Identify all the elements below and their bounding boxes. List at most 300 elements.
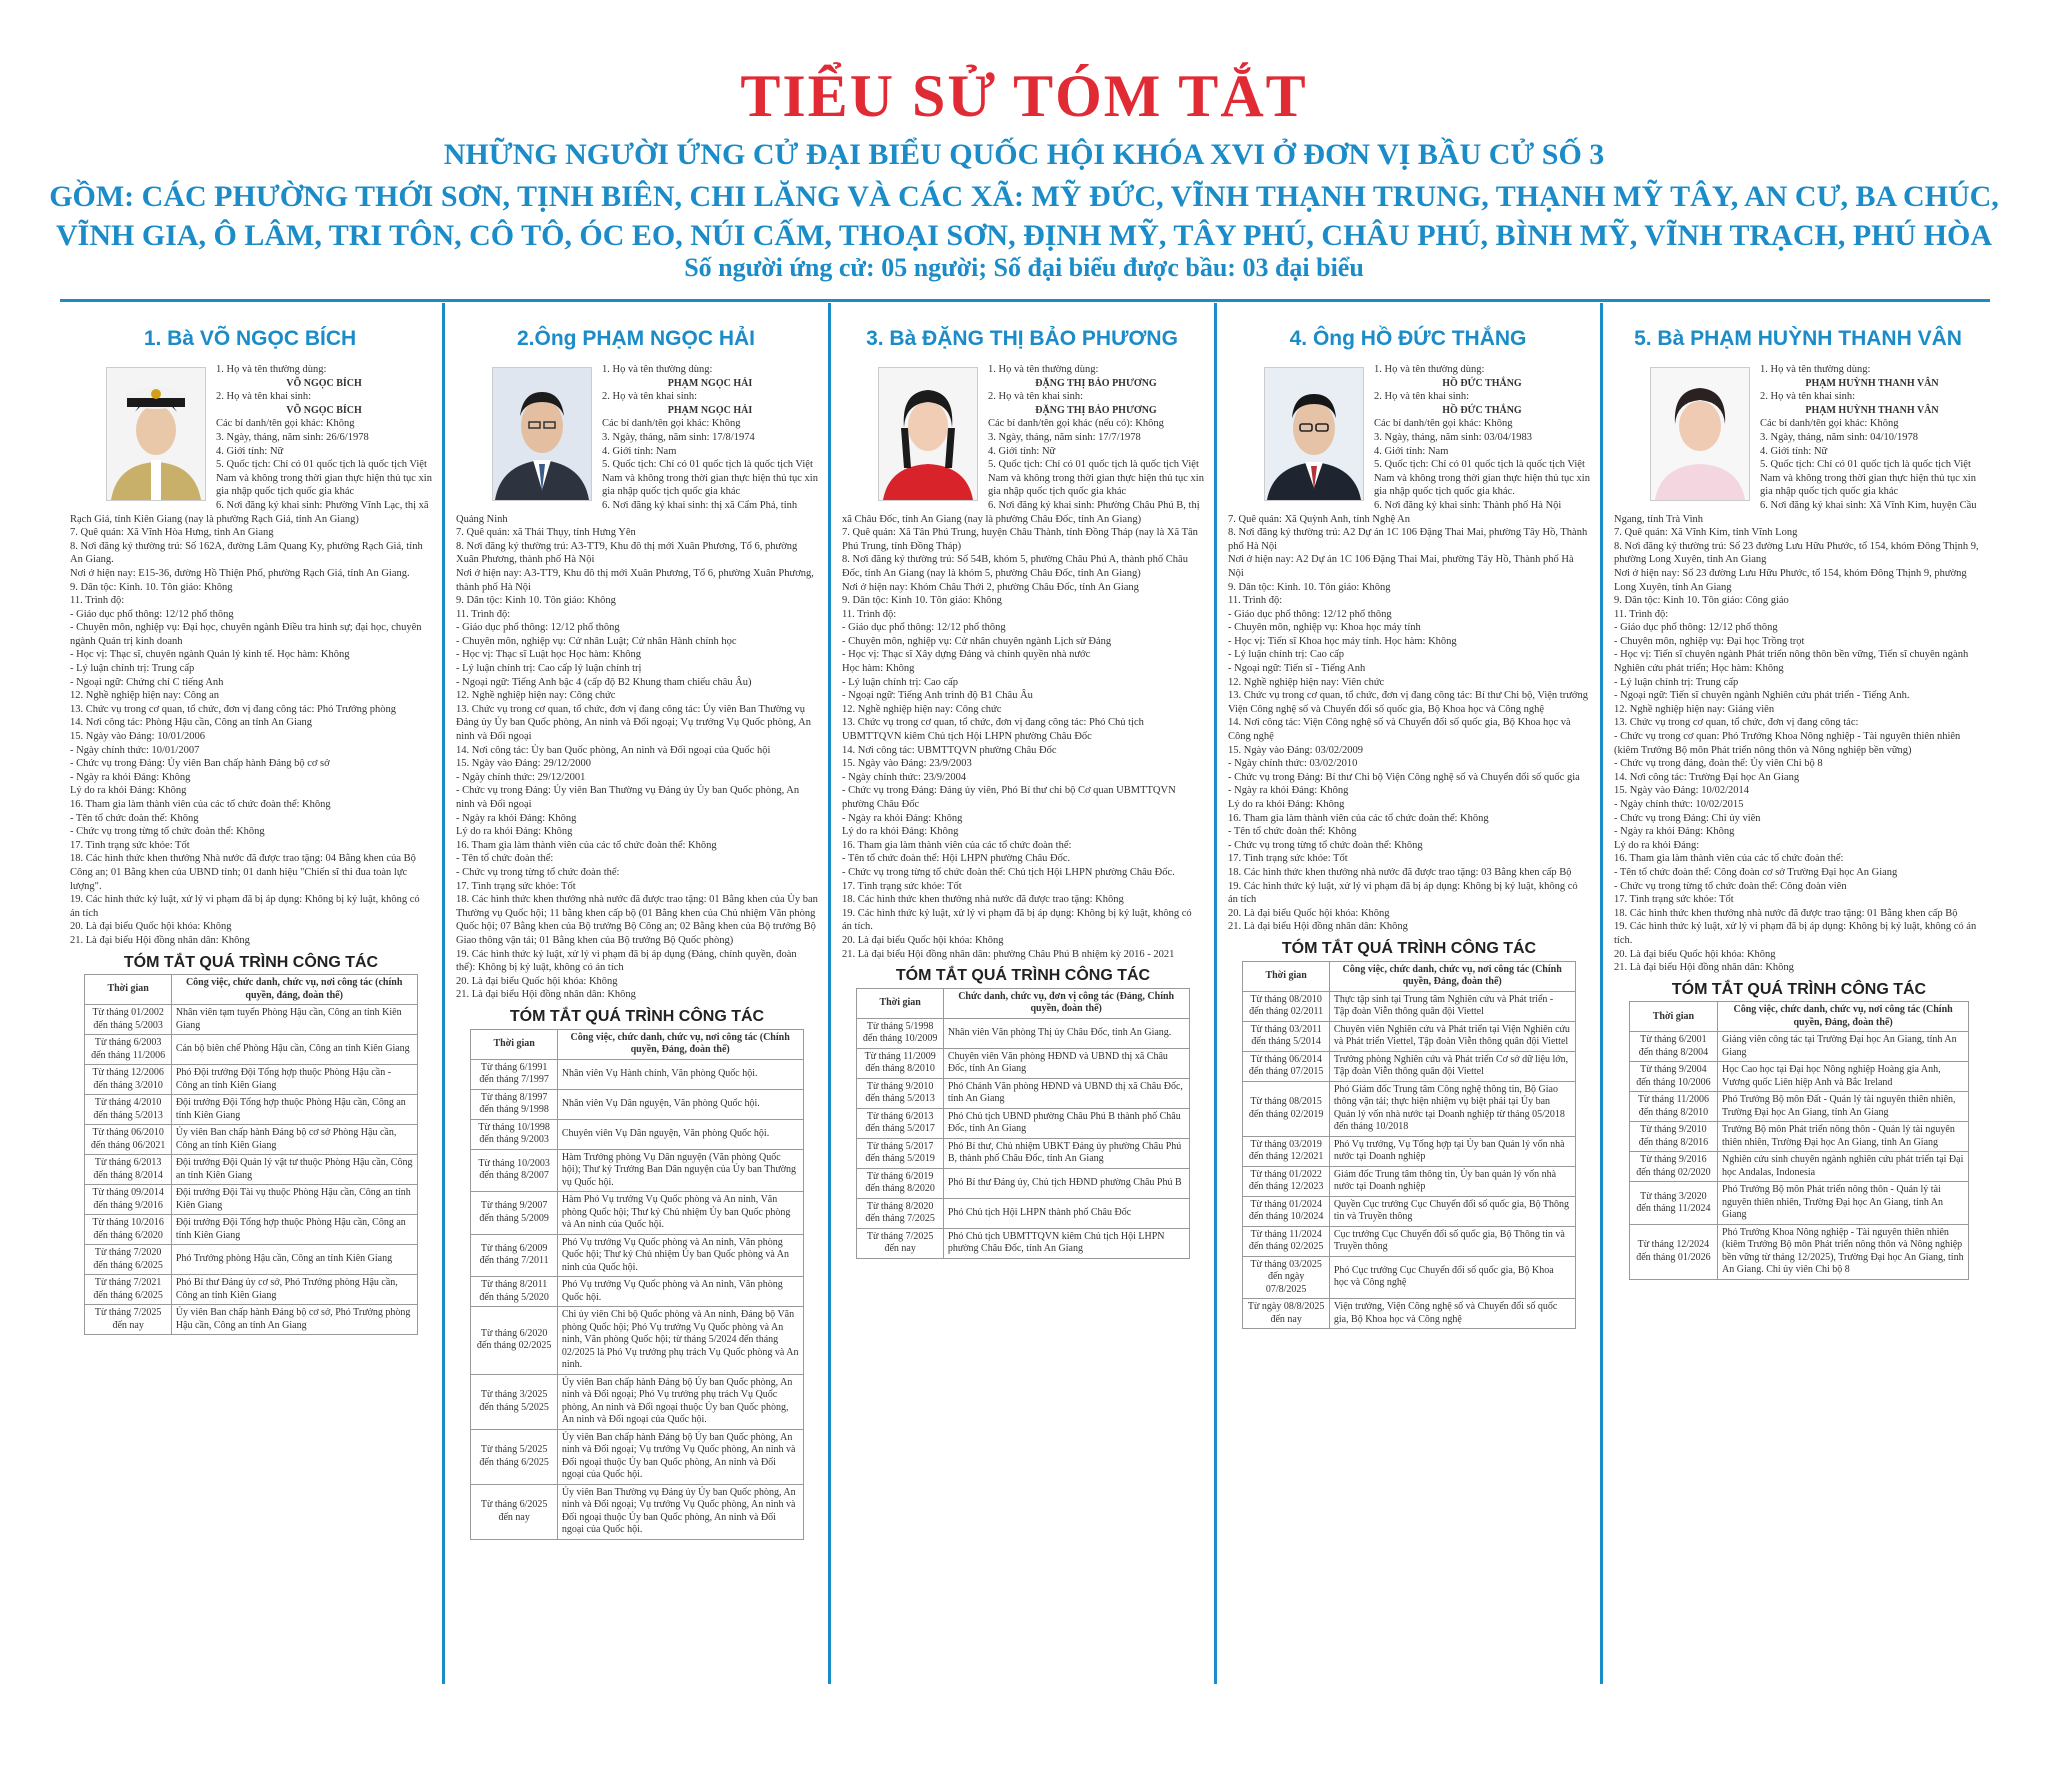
work-period: Từ tháng 08/2010 đến tháng 02/2011 bbox=[1243, 991, 1329, 1021]
bio-line: 14. Nơi công tác: Ủy ban Quốc phòng, An ninh và Đối ngoại của Quốc hội bbox=[456, 744, 771, 756]
table-row bbox=[1243, 1256, 1575, 1299]
candidate-full-name: ĐẶNG THỊ BẢO PHƯƠNG bbox=[1035, 377, 1157, 389]
candidate-photo bbox=[1650, 367, 1750, 501]
bio-line: 13. Chức vụ trong cơ quan, tổ chức, đơn vị đang công tác: Ủy viên Ban Thường vụ Đảng ủy Ủy ban Quốc phòng, An ninh và Đối ngoại; Vụ trưởng Vụ Quốc phòng, An ninh và Đối ngoại bbox=[456, 703, 811, 743]
bio-line: 13. Chức vụ trong cơ quan, tổ chức, đơn vị đang công tác: Phó Chủ tịch UBMTTQVN kiêm Chủ tịch Hội LHPN phường Châu Đốc bbox=[842, 717, 1144, 743]
bio-line: - Chuyên môn, nghiệp vụ: Đại học Trồng trọt bbox=[1614, 635, 1805, 647]
bio-line: 1. Họ và tên thường dùng: bbox=[216, 364, 327, 375]
work-period: Từ tháng 6/2019 đến tháng 8/2020 bbox=[857, 1168, 943, 1198]
work-period: Từ tháng 9/2004 đến tháng 10/2006 bbox=[1629, 1062, 1717, 1092]
bio-line: - Chức vụ trong từng tổ chức đoàn thể: Không bbox=[70, 826, 265, 838]
bio-line: 16. Tham gia làm thành viên của các tổ chức đoàn thể: Không bbox=[456, 839, 717, 851]
bio-line: 8. Nơi đăng ký thường trú: A3-TT9, Khu đô thị mới Xuân Phương, Tổ 6, phường Xuân Phương, thành phố Hà Nội bbox=[456, 540, 798, 566]
bio-line: 14. Nơi công tác: Viện Công nghệ số và Chuyển đổi số quốc gia, Bộ Khoa học và Công nghệ bbox=[1228, 717, 1571, 743]
bio-line: 16. Tham gia làm thành viên của các tổ chức đoàn thể: bbox=[1614, 853, 1844, 865]
bio-line: 18. Các hình thức khen thưởng nhà nước đã được trao tặng: 01 Bằng khen của Ủy ban Thường vụ Quốc hội; 11 bằng khen cấp bộ (01 Bằng khen của Chủ nhiệm Văn phòng Quốc hội; 07 Bằng khen của Bộ trưởng Bộ Công an; 02 Bằng khen của Bộ trưởng Bộ Giao thông vận tải; 01 Bằng khen của Bộ trưởng Bộ Quốc phòng) bbox=[456, 894, 818, 946]
bio-line: 12. Nghề nghiệp hiện nay: Công an bbox=[70, 690, 220, 702]
bio-line: - Ngoại ngữ: Tiếng Anh trình độ B1 Châu Âu bbox=[842, 690, 1033, 702]
candidate-name: 1. Bà VÕ NGỌC BÍCH bbox=[143, 327, 357, 350]
work-period: Từ tháng 10/2016 đến tháng 6/2020 bbox=[85, 1215, 171, 1245]
bio-line: Nơi ở hiện nay: A2 Dự án 1C 106 Đặng Thai Mai, phường Tây Hồ, Thành phố Hà Nội bbox=[1228, 554, 1574, 579]
bio-line: - Lý luận chính trị: Trung cấp bbox=[1614, 676, 1739, 688]
bio-line: 7. Quê quán: Xã Tân Phú Trung, huyện Châu Thành, tỉnh Đồng Tháp (nay là Xã Tân Phú Trung, tỉnh Đồng Tháp) bbox=[842, 527, 1198, 552]
column-header-time: Thời gian bbox=[471, 1029, 557, 1059]
bio-line: Lý do ra khỏi Đảng: Không bbox=[842, 826, 959, 838]
bio-line: Các bí danh/tên gọi khác: Không bbox=[1760, 418, 1899, 430]
work-period: Từ tháng 06/2014 đến tháng 07/2015 bbox=[1243, 1051, 1329, 1081]
work-period: Từ tháng 03/2025 đến ngày 07/8/2025 bbox=[1243, 1256, 1329, 1299]
bio-line: - Tên tổ chức đoàn thể: bbox=[456, 853, 554, 865]
bio-line: - Giáo dục phổ thông: 12/12 phổ thông bbox=[1614, 622, 1778, 634]
column-divider bbox=[1600, 303, 1603, 1684]
bio-line: - Ngày chính thức: 03/02/2010 bbox=[1228, 758, 1358, 770]
bio-line: - Học vị: Tiến sĩ Khoa học máy tính. Học hàm: Không bbox=[1228, 635, 1457, 647]
candidate-name: 2.Ông PHẠM NGỌC HẢI bbox=[516, 327, 755, 350]
bio-line: 7. Quê quán: xã Thái Thụy, tỉnh Hưng Yên bbox=[456, 527, 636, 539]
bio-line: 5. Quốc tịch: Chỉ có 01 quốc tịch là quốc tịch Việt Nam và không trong thời gian thực hiện thủ tục xin gia nhập quốc tịch quốc gia khác bbox=[988, 459, 1204, 498]
work-period: Từ tháng 8/2011 đến tháng 5/2020 bbox=[471, 1277, 557, 1307]
table-row bbox=[85, 1125, 417, 1155]
bio-line: 6. Nơi đăng ký khai sinh: Phường Vĩnh Lạc, thị xã Rạch Giá, tỉnh Kiên Giang (nay là phường Rạch Giá, tỉnh An Giang) bbox=[70, 499, 429, 525]
table-row bbox=[471, 1119, 803, 1149]
work-position: Phó Chủ tịch UBMTTQVN kiêm Chủ tịch Hội LHPN phường Châu Đốc, tỉnh An Giang bbox=[943, 1228, 1189, 1258]
candidate-column-4 bbox=[1218, 303, 1598, 1684]
bio-line: 19. Các hình thức kỷ luật, xử lý vi phạm đã bị áp dụng: Không bị kỷ luật, không có án tích. bbox=[1614, 921, 1977, 946]
work-position: Phó Vụ trưởng Vụ Quốc phòng và An ninh, Văn phòng Quốc hội; Thư ký Chủ nhiệm Ủy ban Quốc phòng và An ninh của Quốc hội. bbox=[557, 1234, 803, 1277]
bio-line: Lý do ra khỏi Đảng: Không bbox=[70, 785, 187, 797]
column-header-job: Công việc, chức danh, chức vụ, nơi công tác (chính quyền, đảng, đoàn thể) bbox=[171, 975, 417, 1005]
column-header-job: Chức danh, chức vụ, đơn vị công tác (Đảng, Chính quyền, đoàn thể) bbox=[943, 988, 1189, 1018]
work-position: Nghiên cứu sinh chuyên ngành nghiên cứu phát triển tại Đại học Andalas, Indonesia bbox=[1718, 1152, 1969, 1182]
work-position: Nhân viên Vụ Hành chính, Văn phòng Quốc hội. bbox=[557, 1059, 803, 1089]
table-row bbox=[857, 1138, 1189, 1168]
column-header-time: Thời gian bbox=[1629, 1002, 1717, 1032]
candidate-full-name: ĐẶNG THỊ BẢO PHƯƠNG bbox=[1035, 404, 1157, 416]
work-period: Từ tháng 6/2009 đến tháng 7/2011 bbox=[471, 1234, 557, 1277]
table-header-row bbox=[471, 1029, 803, 1059]
work-position: Phó Trưởng phòng Hậu cần, Công an tỉnh Kiên Giang bbox=[171, 1245, 417, 1275]
candidate-full-name: PHẠM NGỌC HẢI bbox=[667, 404, 753, 416]
bio-line: - Ngày ra khỏi Đảng: Không bbox=[1614, 826, 1735, 838]
work-period: Từ tháng 9/2016 đến tháng 02/2020 bbox=[1629, 1152, 1717, 1182]
work-history-title: TÓM TẮT QUÁ TRÌNH CÔNG TÁC bbox=[1671, 980, 1927, 998]
work-period: Từ tháng 12/2006 đến tháng 3/2010 bbox=[85, 1065, 171, 1095]
area-line-2: VĨNH GIA, Ô LÂM, TRI TÔN, CÔ TÔ, ÓC EO, NÚI CẤM, THOẠI SƠN, ĐỊNH MỸ, TÂY PHÚ, CHÂU PHÚ, BÌNH MỸ, VĨNH TRẠCH, PHÚ HÒA bbox=[56, 219, 1992, 252]
candidate-full-name: PHẠM HUỲNH THANH VÂN bbox=[1805, 404, 1939, 416]
bio-line: 17. Tình trạng sức khỏe: Tốt bbox=[70, 839, 190, 851]
bio-line: - Chức vụ trong từng tổ chức đoàn thể: bbox=[456, 866, 620, 878]
bio-line: 7. Quê quán: Xã Vĩnh Hòa Hưng, tỉnh An Giang bbox=[70, 527, 274, 539]
column-divider bbox=[1214, 303, 1217, 1684]
bio-line: - Chức vụ trong Đảng: Chi ủy viên bbox=[1614, 812, 1761, 824]
bio-line: Nơi ở hiện nay: A3-TT9, Khu đô thị mới Xuân Phương, Tổ 6, phường Xuân Phương, thành phố Hà Nội bbox=[456, 567, 814, 593]
work-period: Từ tháng 10/1998 đến tháng 9/2003 bbox=[471, 1119, 557, 1149]
bio-line: 13. Chức vụ trong cơ quan, tổ chức, đơn vị đang công tác: Phó Trưởng phòng bbox=[70, 703, 396, 715]
work-period: Từ tháng 11/2024 đến tháng 02/2025 bbox=[1243, 1226, 1329, 1256]
bio-line: 19. Các hình thức kỷ luật, xử lý vi phạm đã bị áp dụng: Không bị kỷ luật, không có án tích bbox=[1228, 880, 1578, 906]
bio-line: 14. Nơi công tác: Trường Đại học An Giang bbox=[1614, 771, 1800, 783]
bio-line: - Tên tổ chức đoàn thể: Công đoàn cơ sở Trường Đại học An Giang bbox=[1614, 866, 1898, 878]
work-history-table bbox=[1242, 961, 1575, 1330]
candidate-photo bbox=[878, 367, 978, 501]
bio-line: 5. Quốc tịch: Chỉ có 01 quốc tịch là quốc tịch Việt Nam và không trong thời gian thực hiện thủ tục xin gia nhập quốc tịch quốc gia khác. bbox=[1374, 459, 1590, 498]
work-position: Chi ủy viên Chi bộ Quốc phòng và An ninh, Đảng bộ Văn phòng Quốc hội; Phó Vụ trưởng Vụ Quốc phòng và An ninh, Văn phòng Quốc hội; từ tháng 5/2024 đến tháng 02/2025 là Phó Vụ trưởng phụ trách Vụ Quốc phòng và An ninh. bbox=[557, 1307, 803, 1375]
work-position: Phó Giám đốc Trung tâm Công nghệ thông tin, Bộ Giao thông vận tải; thực hiện nhiệm vụ biệt phái tại Ủy ban Quản lý vốn nhà nước tại Doanh nghiệp từ tháng 05/2018 đến tháng 10/2018 bbox=[1329, 1081, 1575, 1136]
bio-line: - Chức vụ trong cơ quan: Phó Trưởng Khoa Nông nghiệp - Tài nguyên thiên nhiên (kiêm Trưởng Bộ môn Phát triển nông thôn và Nông nghiệp bền vững) bbox=[1614, 731, 1961, 756]
table-row bbox=[471, 1234, 803, 1277]
work-position: Học Cao học tại Đại học Nông nghiệp Hoàng gia Anh, Vương quốc Liên hiệp Anh và Bắc Ireland bbox=[1718, 1062, 1969, 1092]
work-period: Từ ngày 08/8/2025 đến nay bbox=[1243, 1299, 1329, 1329]
work-period: Từ tháng 08/2015 đến tháng 02/2019 bbox=[1243, 1081, 1329, 1136]
bio-line: 2. Họ và tên khai sinh: bbox=[1374, 391, 1470, 403]
table-row bbox=[471, 1429, 803, 1484]
candidate-bio bbox=[1604, 359, 1992, 1280]
bio-line: 11. Trình độ: bbox=[1228, 595, 1283, 607]
work-position: Phó Chủ tịch UBND phường Châu Phú B thành phố Châu Đốc, tỉnh An Giang bbox=[943, 1108, 1189, 1138]
work-period: Từ tháng 5/2017 đến tháng 5/2019 bbox=[857, 1138, 943, 1168]
bio-line: 21. Là đại biểu Hội đồng nhân dân: Không bbox=[1228, 921, 1408, 933]
work-period: Từ tháng 01/2022 đến tháng 12/2023 bbox=[1243, 1166, 1329, 1196]
bio-line: - Lý luận chính trị: Cao cấp bbox=[1228, 649, 1345, 661]
bio-line: 8. Nơi đăng ký thường trú: Số 54B, khóm 5, phường Châu Phú A, thành phố Châu Đốc, tỉnh An Giang (nay là khóm 5, phường Châu Đốc, tỉnh An Giang) bbox=[842, 554, 1188, 579]
bio-line: - Chuyên môn, nghiệp vụ: Cử nhân chuyên ngành Lịch sử Đảng bbox=[842, 635, 1112, 647]
bio-line: 4. Giới tính: Nam bbox=[1374, 445, 1449, 457]
bio-line: 17. Tình trạng sức khỏe: Tốt bbox=[1228, 853, 1348, 865]
table-row bbox=[857, 1228, 1189, 1258]
candidate-name: 5. Bà PHẠM HUỲNH THANH VÂN bbox=[1634, 327, 1962, 350]
bio-line: - Giáo dục phổ thông: 12/12 phổ thông bbox=[70, 608, 234, 620]
table-row bbox=[1629, 1032, 1968, 1062]
work-period: Từ tháng 03/2019 đến tháng 12/2021 bbox=[1243, 1136, 1329, 1166]
bio-line: 8. Nơi đăng ký thường trú: Số 162A, đường Lâm Quang Ky, phường Rạch Giá, tỉnh An Giang. bbox=[70, 540, 423, 566]
table-row bbox=[85, 1215, 417, 1245]
bio-line: Các bí danh/tên gọi khác (nếu có): Không bbox=[988, 418, 1164, 430]
bio-line: 9. Dân tộc: Kinh 10. Tôn giáo: Công giáo bbox=[1614, 595, 1789, 607]
bio-line: Nơi ở hiện nay: Khóm Châu Thới 2, phường Châu Đốc, tỉnh An Giang bbox=[842, 581, 1139, 593]
work-period: Từ tháng 4/2010 đến tháng 5/2013 bbox=[85, 1095, 171, 1125]
candidate-column-2 bbox=[446, 303, 826, 1684]
table-row bbox=[85, 1305, 417, 1335]
work-period: Từ tháng 6/2020 đến tháng 02/2025 bbox=[471, 1307, 557, 1375]
table-row bbox=[471, 1277, 803, 1307]
bio-line: 4. Giới tính: Nữ bbox=[216, 445, 284, 457]
work-period: Từ tháng 6/2013 đến tháng 8/2014 bbox=[85, 1155, 171, 1185]
bio-line: - Ngày ra khỏi Đảng: Không bbox=[1228, 785, 1349, 797]
bio-line: - Giáo dục phổ thông: 12/12 phổ thông bbox=[1228, 608, 1392, 620]
work-period: Từ tháng 03/2011 đến tháng 5/2014 bbox=[1243, 1021, 1329, 1051]
bio-line: 2. Họ và tên khai sinh: bbox=[216, 391, 312, 403]
bio-line: 6. Nơi đăng ký khai sinh: thị xã Cẩm Phả, tỉnh Quảng Ninh bbox=[456, 499, 798, 525]
candidate-name: 3. Bà ĐẶNG THỊ BẢO PHƯƠNG bbox=[866, 327, 1178, 350]
bio-line: 11. Trình độ: bbox=[842, 608, 897, 620]
bio-line: 21. Là đại biểu Hội đồng nhân dân: phường Châu Phú B nhiệm kỳ 2016 - 2021 bbox=[842, 948, 1175, 960]
bio-line: 20. Là đại biểu Quốc hội khóa: Không bbox=[842, 934, 1004, 946]
work-position: Ủy viên Ban chấp hành Đảng bộ cơ sở, Phó Trưởng phòng Hậu cần, Công an tỉnh An Giang bbox=[171, 1305, 417, 1335]
bio-line: 3. Ngày, tháng, năm sinh: 17/7/1978 bbox=[988, 431, 1141, 443]
bio-line: 8. Nơi đăng ký thường trú: A2 Dự án 1C 106 Đặng Thai Mai, phường Tây Hồ, Thành phố Hà Nội bbox=[1228, 527, 1588, 552]
work-position: Chuyên viên Văn phòng HĐND và UBND thị xã Châu Đốc, tỉnh An Giang bbox=[943, 1048, 1189, 1078]
bio-line: 2. Họ và tên khai sinh: bbox=[988, 391, 1084, 403]
bio-line: 1. Họ và tên thường dùng: bbox=[602, 364, 713, 375]
page-header bbox=[0, 0, 2048, 300]
table-header-row bbox=[1243, 961, 1575, 991]
bio-line: Lý do ra khỏi Đảng: Không bbox=[456, 826, 573, 838]
work-position: Phó Cục trưởng Cục Chuyển đổi số quốc gia, Bộ Khoa học và Công nghệ bbox=[1329, 1256, 1575, 1299]
work-position: Phó Trưởng Bộ môn Đất - Quản lý tài nguyên thiên nhiên, Trường Đại học An Giang, tỉnh An Giang bbox=[1718, 1092, 1969, 1122]
bio-line: 13. Chức vụ trong cơ quan, tổ chức, đơn vị đang công tác: Bí thư Chi bộ, Viện trưởng Viện Công nghệ số và Chuyển đổi số quốc gia, Bộ Khoa học và Công nghệ bbox=[1228, 690, 1588, 715]
table-header-row bbox=[1629, 1002, 1968, 1032]
work-period: Từ tháng 5/1998 đến tháng 10/2009 bbox=[857, 1018, 943, 1048]
bio-line: 2. Họ và tên khai sinh: bbox=[602, 391, 698, 403]
work-period: Từ tháng 3/2025 đến tháng 5/2025 bbox=[471, 1374, 557, 1429]
bio-line: - Chuyên môn, nghiệp vụ: Cử nhân Luật; Cử nhân Hành chính học bbox=[456, 635, 737, 647]
bio-line: 16. Tham gia làm thành viên của các tổ chức đoàn thể: Không bbox=[70, 799, 331, 810]
work-period: Từ tháng 9/2007 đến tháng 5/2009 bbox=[471, 1192, 557, 1235]
bio-line: - Chuyên môn, nghiệp vụ: Đại học, chuyên ngành Điều tra hình sự; đại học, chuyên ngành Quản trị kinh doanh bbox=[70, 622, 422, 647]
work-history-table bbox=[856, 988, 1189, 1259]
table-row bbox=[471, 1374, 803, 1429]
work-position: Phó Vụ trưởng, Vụ Tổng hợp tại Ủy ban Quản lý vốn nhà nước tại Doanh nghiệp bbox=[1329, 1136, 1575, 1166]
bio-line: 16. Tham gia làm thành viên của các tổ chức đoàn thể: Không bbox=[1228, 812, 1489, 824]
table-row bbox=[85, 1095, 417, 1125]
work-period: Từ tháng 8/1997 đến tháng 9/1998 bbox=[471, 1089, 557, 1119]
bio-line: 6. Nơi đăng ký khai sinh: Xã Vĩnh Kim, huyện Cầu Ngang, tỉnh Trà Vinh bbox=[1614, 499, 1977, 525]
work-history-title: TÓM TẮT QUÁ TRÌNH CÔNG TÁC bbox=[1281, 939, 1537, 957]
bio-line: - Ngoại ngữ: Tiến sĩ chuyên ngành Nghiên cứu phát triển - Tiếng Anh. bbox=[1614, 690, 1910, 702]
work-position: Phó Đội trưởng Đội Tổng hợp thuộc Phòng Hậu cần - Công an tỉnh Kiên Giang bbox=[171, 1065, 417, 1095]
work-position: Giám đốc Trung tâm thông tin, Ủy ban quản lý vốn nhà nước tại Doanh nghiệp bbox=[1329, 1166, 1575, 1196]
work-position: Cục trưởng Cục Chuyển đổi số quốc gia, Bộ Thông tin và Truyền thông bbox=[1329, 1226, 1575, 1256]
bio-line: - Lý luận chính trị: Cao cấp lý luận chính trị bbox=[456, 663, 642, 675]
work-position: Phó Vụ trưởng Vụ Quốc phòng và An ninh, Văn phòng Quốc hội. bbox=[557, 1277, 803, 1307]
column-header-job: Công việc, chức danh, chức vụ, nơi công tác (Chính quyền, Đảng, đoàn thể) bbox=[1329, 961, 1575, 991]
bio-line: 17. Tình trạng sức khỏe: Tốt bbox=[842, 880, 962, 892]
column-divider bbox=[442, 303, 445, 1684]
column-header-time: Thời gian bbox=[1243, 961, 1329, 991]
bio-line: - Chức vụ trong từng tổ chức đoàn thể: Chủ tịch Hội LHPN phường Châu Đốc. bbox=[842, 866, 1175, 878]
bio-line: 11. Trình độ: bbox=[456, 608, 511, 620]
page-title: TIỂU SỬ TÓM TẮT bbox=[740, 63, 1308, 129]
column-header-time: Thời gian bbox=[857, 988, 943, 1018]
candidate-full-name: PHẠM HUỲNH THANH VÂN bbox=[1805, 377, 1939, 389]
bio-line: 3. Ngày, tháng, năm sinh: 04/10/1978 bbox=[1760, 431, 1918, 443]
candidate-full-name: HỒ ĐỨC THẮNG bbox=[1442, 404, 1522, 416]
bio-line: 18. Các hình thức khen thưởng nhà nước đã được trao tặng: 01 Bằng khen cấp Bộ bbox=[1614, 907, 1958, 919]
bio-line: Các bí danh/tên gọi khác: Không bbox=[216, 418, 355, 430]
column-divider bbox=[828, 303, 831, 1684]
table-row bbox=[1629, 1182, 1968, 1225]
column-header-job: Công việc, chức danh, chức vụ, nơi công tác (Chính quyền, Đảng, đoàn thể) bbox=[1718, 1002, 1969, 1032]
column-header-job: Công việc, chức danh, chức vụ, nơi công tác (Chính quyền, Đảng, đoàn thể) bbox=[557, 1029, 803, 1059]
work-period: Từ tháng 01/2002 đến tháng 5/2003 bbox=[85, 1005, 171, 1035]
work-history-title: TÓM TẮT QUÁ TRÌNH CÔNG TÁC bbox=[123, 953, 379, 971]
table-row bbox=[1629, 1224, 1968, 1279]
work-period: Từ tháng 6/1991 đến tháng 7/1997 bbox=[471, 1059, 557, 1089]
bio-line: 8. Nơi đăng ký thường trú: Số 23 đường Lưu Hữu Phước, tổ 154, khóm Đông Thịnh 9, phường Long Xuyên, tỉnh An Giang bbox=[1614, 540, 1979, 566]
work-position: Ủy viên Ban chấp hành Đảng bộ Ủy ban Quốc phòng, An ninh và Đối ngoại; Vụ trưởng Vụ Quốc phòng, An ninh và Đối ngoại thuộc Ủy ban Quốc phòng, An ninh và Đối ngoại của Quốc hội. bbox=[557, 1429, 803, 1484]
candidate-full-name: VÕ NGỌC BÍCH bbox=[286, 404, 362, 416]
bio-line: 6. Nơi đăng ký khai sinh: Phường Châu Phú B, thị xã Châu Đốc, tỉnh An Giang (nay là phường Châu Đốc, tỉnh An Giang) bbox=[842, 499, 1200, 525]
header-divider bbox=[60, 299, 1990, 302]
bio-line: - Ngoại ngữ: Chứng chỉ C tiếng Anh bbox=[70, 676, 224, 688]
bio-line: - Ngày chính thức: 23/9/2004 bbox=[842, 771, 967, 783]
bio-line: - Tên tổ chức đoàn thể: Không bbox=[1228, 826, 1357, 838]
bio-line: 9. Dân tộc: Kinh 10. Tôn giáo: Không bbox=[456, 595, 616, 607]
column-header-time: Thời gian bbox=[85, 975, 171, 1005]
bio-line: 14. Nơi công tác: Phòng Hậu cần, Công an tỉnh An Giang bbox=[70, 717, 313, 729]
bio-line: 19. Các hình thức kỷ luật, xử lý vi phạm đã bị áp dụng: Không bị kỷ luật, không có án tích. bbox=[842, 907, 1192, 933]
work-position: Trưởng Bộ môn Phát triển nông thôn - Quản lý tài nguyên thiên nhiên, Trường Đại học An Giang, tỉnh An Giang bbox=[1718, 1122, 1969, 1152]
work-position: Phó Trưởng Bộ môn Phát triển nông thôn - Quản lý tài nguyên thiên nhiên, Trường Đại học An Giang, tỉnh An Giang bbox=[1718, 1182, 1969, 1225]
work-position: Ủy viên Ban chấp hành Đảng bộ Ủy ban Quốc phòng, An ninh và Đối ngoại; Phó Vụ trưởng phụ trách Vụ Quốc phòng, An ninh và Đối ngoại thuộc Ủy ban Quốc phòng, An ninh và Đối ngoại của Quốc hội. bbox=[557, 1374, 803, 1429]
bio-line: - Học vị: Thạc sĩ, chuyên ngành Quản lý kinh tế. Học hàm: Không bbox=[70, 649, 350, 661]
table-row bbox=[1629, 1152, 1968, 1182]
candidate-photo bbox=[106, 367, 206, 501]
bio-line: 14. Nơi công tác: UBMTTQVN phường Châu Đốc bbox=[842, 744, 1057, 756]
bio-line: 17. Tình trạng sức khỏe: Tốt bbox=[456, 880, 576, 892]
bio-line: - Chuyên môn, nghiệp vụ: Khoa học máy tính bbox=[1228, 622, 1421, 634]
work-period: Từ tháng 7/2021 đến tháng 6/2025 bbox=[85, 1275, 171, 1305]
work-period: Từ tháng 6/2001 đến tháng 8/2004 bbox=[1629, 1032, 1717, 1062]
table-row bbox=[1243, 1081, 1575, 1136]
bio-line: Các bí danh/tên gọi khác: Không bbox=[602, 418, 741, 430]
table-row bbox=[85, 1185, 417, 1215]
work-position: Cán bộ biên chế Phòng Hậu cần, Công an tỉnh Kiên Giang bbox=[171, 1035, 417, 1065]
bio-line: 11. Trình độ: bbox=[70, 595, 125, 607]
bio-line: 15. Ngày vào Đảng: 10/01/2006 bbox=[70, 731, 206, 743]
bio-line: - Ngoại ngữ: Tiếng Anh bậc 4 (cấp độ B2 Khung tham chiếu châu Âu) bbox=[456, 676, 752, 688]
bio-line: 19. Các hình thức kỷ luật, xử lý vi phạm đã bị áp dụng (Đảng, chính quyền, đoàn thể): Không bị kỷ luật, không có án tích bbox=[456, 948, 797, 974]
bio-line: - Lý luận chính trị: Trung cấp bbox=[70, 663, 195, 675]
bio-line: - Ngày chính thức: 29/12/2001 bbox=[456, 771, 586, 783]
candidate-count: Số người ứng cử: 05 người; Số đại biểu được bầu: 03 đại biểu bbox=[684, 253, 1364, 282]
bio-line: - Chức vụ trong từng tổ chức đoàn thể: Công đoàn viên bbox=[1614, 880, 1847, 892]
bio-line: 9. Dân tộc: Kinh. 10. Tôn giáo: Không bbox=[70, 581, 233, 593]
work-position: Phó Bí thư, Chủ nhiệm UBKT Đảng ủy phường Châu Phú B, thành phố Châu Đốc, tỉnh An Giang bbox=[943, 1138, 1189, 1168]
bio-line: Lý do ra khỏi Đảng: bbox=[1614, 839, 1700, 851]
table-row bbox=[85, 1155, 417, 1185]
bio-line: - Ngày ra khỏi Đảng: Không bbox=[456, 812, 577, 824]
work-period: Từ tháng 7/2025 đến nay bbox=[85, 1305, 171, 1335]
bio-line: 1. Họ và tên thường dùng: bbox=[988, 364, 1099, 375]
table-row bbox=[85, 1275, 417, 1305]
bio-line: 13. Chức vụ trong cơ quan, tổ chức, đơn vị đang công tác: bbox=[1614, 717, 1859, 729]
table-row bbox=[857, 1018, 1189, 1048]
candidate-full-name: PHẠM NGỌC HẢI bbox=[667, 377, 753, 389]
bio-line: 15. Ngày vào Đảng: 29/12/2000 bbox=[456, 758, 592, 770]
table-row bbox=[1629, 1122, 1968, 1152]
work-period: Từ tháng 7/2025 đến nay bbox=[857, 1228, 943, 1258]
table-header-row bbox=[85, 975, 417, 1005]
bio-line: - Ngày ra khỏi Đảng: Không bbox=[842, 812, 963, 824]
bio-line: Lý do ra khỏi Đảng: Không bbox=[1228, 799, 1345, 810]
table-row bbox=[85, 1245, 417, 1275]
bio-line: 20. Là đại biểu Quốc hội khóa: Không bbox=[70, 921, 232, 933]
work-history-table bbox=[470, 1029, 803, 1540]
table-row bbox=[471, 1192, 803, 1235]
work-history-title: TÓM TẮT QUÁ TRÌNH CÔNG TÁC bbox=[509, 1007, 765, 1025]
bio-line: 3. Ngày, tháng, năm sinh: 03/04/1983 bbox=[1374, 431, 1532, 443]
bio-line: 16. Tham gia làm thành viên của các tổ chức đoàn thể: bbox=[842, 839, 1072, 851]
candidate-column-1 bbox=[60, 303, 440, 1684]
bio-line: 12. Nghề nghiệp hiện nay: Giảng viên bbox=[1614, 703, 1775, 715]
work-period: Từ tháng 6/2025 đến nay bbox=[471, 1484, 557, 1539]
bio-line: 20. Là đại biểu Quốc hội khóa: Không bbox=[1614, 948, 1776, 960]
bio-line: 5. Quốc tịch: Chỉ có 01 quốc tịch là quốc tịch Việt Nam và không trong thời gian thực hiện thủ tục xin gia nhập quốc tịch quốc gia khác bbox=[216, 459, 432, 498]
work-position: Viện trưởng, Viện Công nghệ số và Chuyển đổi số quốc gia, Bộ Khoa học và Công nghệ bbox=[1329, 1299, 1575, 1329]
bio-line: 17. Tình trạng sức khỏe: Tốt bbox=[1614, 894, 1734, 906]
work-position: Phó Bí thư Đảng ủy cơ sở, Phó Trưởng phòng Hậu cần, Công an tỉnh Kiên Giang bbox=[171, 1275, 417, 1305]
table-row bbox=[85, 1035, 417, 1065]
bio-line: 18. Các hình thức khen thưởng nhà nước đã được trao tặng: Không bbox=[842, 894, 1124, 906]
work-history-table bbox=[84, 974, 417, 1335]
bio-line: 15. Ngày vào Đảng: 23/9/2003 bbox=[842, 758, 972, 770]
bio-line: 9. Dân tộc: Kinh 10. Tôn giáo: Không bbox=[842, 595, 1002, 607]
bio-line: - Chức vụ trong Đảng: Ủy viên Ban chấp hành Đảng bộ cơ sở bbox=[70, 758, 330, 770]
work-position: Phó Chủ tịch Hội LHPN thành phố Châu Đốc bbox=[943, 1198, 1189, 1228]
bio-line: - Chức vụ trong Đảng: Đảng ủy viên, Phó Bí thư chi bộ Cơ quan UBMTTQVN phường Châu Đốc bbox=[842, 785, 1176, 810]
candidate-bio bbox=[832, 359, 1212, 1259]
work-period: Từ tháng 10/2003 đến tháng 8/2007 bbox=[471, 1149, 557, 1192]
work-position: Thực tập sinh tại Trung tâm Nghiên cứu và Phát triển - Tập đoàn Viễn thông quân đội Viettel bbox=[1329, 991, 1575, 1021]
table-row bbox=[471, 1089, 803, 1119]
bio-line: 18. Các hình thức khen thưởng Nhà nước đã được trao tặng: 04 Bằng khen của Bộ Công an; 01 Bằng khen của UBND tỉnh; 01 danh hiệu "Chiến sĩ thi đua toàn lực lượng". bbox=[70, 853, 416, 892]
table-row bbox=[1243, 1226, 1575, 1256]
bio-line: 7. Quê quán: Xã Quỳnh Anh, tỉnh Nghệ An bbox=[1228, 513, 1410, 525]
work-period: Từ tháng 3/2020 đến tháng 11/2024 bbox=[1629, 1182, 1717, 1225]
table-row bbox=[1629, 1092, 1968, 1122]
bio-line: - Giáo dục phổ thông: 12/12 phổ thông bbox=[456, 622, 620, 634]
bio-line: - Học vị: Tiến sĩ chuyên ngành Phát triển nông thôn bền vững, Tiến sĩ chuyên ngành Nghiên cứu phát triển; Học hàm: Không bbox=[1614, 649, 1969, 675]
bio-line: 11. Trình độ: bbox=[1614, 608, 1669, 620]
bio-line: - Chức vụ trong Đảng: Ủy viên Ban Thường vụ Đảng ủy Ủy ban Quốc phòng, An ninh và Đối ngoại bbox=[456, 785, 800, 810]
bio-line: Các bí danh/tên gọi khác: Không bbox=[1374, 418, 1513, 430]
work-position: Nhân viên tạm tuyển Phòng Hậu cần, Công an tỉnh Kiên Giang bbox=[171, 1005, 417, 1035]
table-row bbox=[471, 1149, 803, 1192]
candidate-full-name: HỒ ĐỨC THẮNG bbox=[1442, 377, 1522, 389]
work-history-table bbox=[1629, 1001, 1969, 1280]
work-period: Từ tháng 09/2014 đến tháng 9/2016 bbox=[85, 1185, 171, 1215]
bio-line: 12. Nghề nghiệp hiện nay: Công chức bbox=[842, 703, 1002, 715]
work-period: Từ tháng 7/2020 đến tháng 6/2025 bbox=[85, 1245, 171, 1275]
work-period: Từ tháng 6/2013 đến tháng 5/2017 bbox=[857, 1108, 943, 1138]
table-row bbox=[471, 1484, 803, 1539]
bio-line: - Giáo dục phổ thông: 12/12 phổ thông bbox=[842, 622, 1006, 634]
bio-line: - Học vị: Thạc sĩ Luật học Học hàm: Không bbox=[456, 649, 641, 661]
table-row bbox=[1243, 1299, 1575, 1329]
candidate-full-name: VÕ NGỌC BÍCH bbox=[286, 377, 362, 389]
candidate-bio bbox=[446, 359, 826, 1540]
bio-line: 4. Giới tính: Nam bbox=[602, 445, 677, 457]
candidate-column-3 bbox=[832, 303, 1212, 1684]
bio-line: 3. Ngày, tháng, năm sinh: 17/8/1974 bbox=[602, 431, 755, 443]
work-period: Từ tháng 01/2024 đến tháng 10/2024 bbox=[1243, 1196, 1329, 1226]
work-position: Nhân viên Văn phòng Thị ủy Châu Đốc, tỉnh An Giang. bbox=[943, 1018, 1189, 1048]
bio-line: Nơi ở hiện nay: E15-36, đường Hồ Thiện Phố, phường Rạch Giá, tỉnh An Giang. bbox=[70, 567, 410, 579]
work-position: Ủy viên Ban Thường vụ Đảng ủy Ủy ban Quốc phòng, An ninh và Đối ngoại; Vụ trưởng Vụ Quốc phòng, An ninh và Đối ngoại thuộc Ủy ban Quốc phòng, An ninh và Đối ngoại của Quốc hội. bbox=[557, 1484, 803, 1539]
work-position: Quyền Cục trưởng Cục Chuyển đổi số quốc gia, Bộ Thông tin và Truyền thông bbox=[1329, 1196, 1575, 1226]
candidate-name: 4. Ông HỒ ĐỨC THẮNG bbox=[1289, 327, 1527, 350]
work-period: Từ tháng 11/2006 đến tháng 8/2010 bbox=[1629, 1092, 1717, 1122]
bio-line: 15. Ngày vào Đảng: 10/02/2014 bbox=[1614, 785, 1750, 797]
bio-line: - Ngoại ngữ: Tiến sĩ - Tiếng Anh bbox=[1228, 663, 1366, 675]
bio-line: 12. Nghề nghiệp hiện nay: Viên chức bbox=[1228, 676, 1385, 688]
work-position: Đội trưởng Đội Tổng hợp thuộc Phòng Hậu cần, Công an tỉnh Kiên Giang bbox=[171, 1095, 417, 1125]
bio-line: 21. Là đại biểu Hội đồng nhân dân: Không bbox=[1614, 962, 1794, 974]
bio-line: 7. Quê quán: Xã Vĩnh Kim, tỉnh Vĩnh Long bbox=[1614, 527, 1798, 539]
candidate-bio bbox=[1218, 359, 1598, 1329]
work-position: Đội trưởng Đội Tổng hợp thuộc Phòng Hậu cần, Công an tỉnh Kiên Giang bbox=[171, 1215, 417, 1245]
